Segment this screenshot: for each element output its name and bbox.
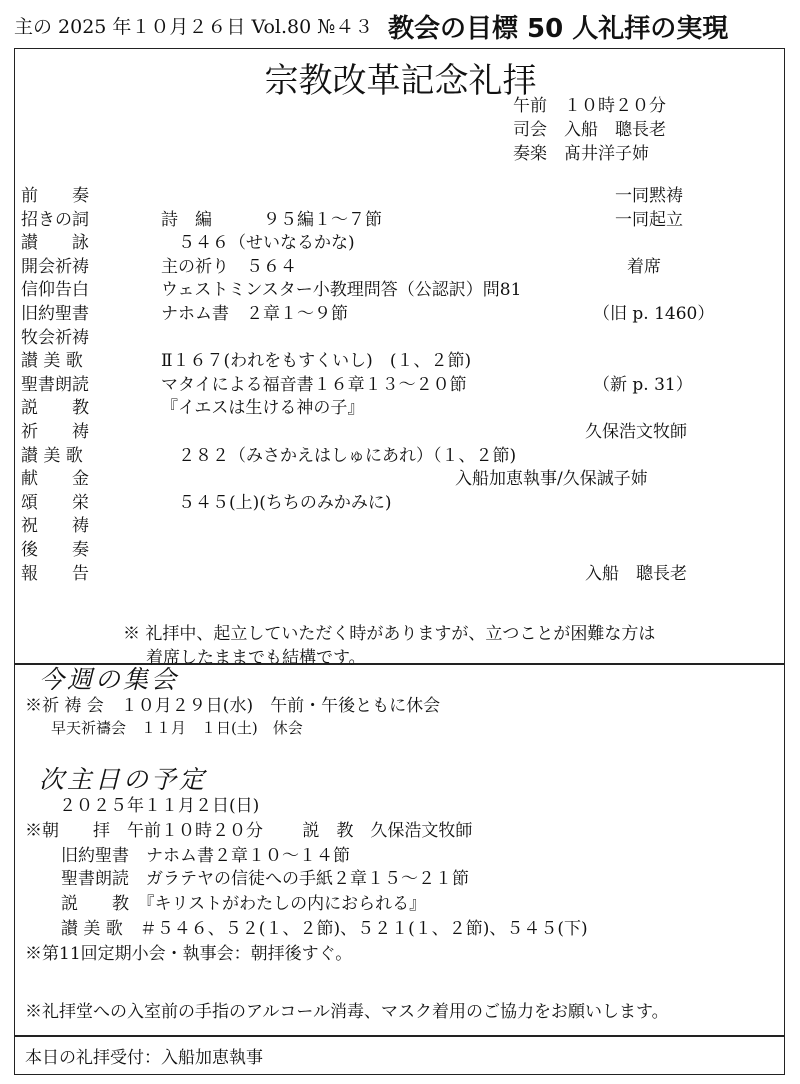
service-time: 午前 １０時２０分 <box>513 96 666 116</box>
next-scripture-reading: 聖書朗読 ガラテヤの信徒への手紙２章１５～２１節 <box>61 869 469 889</box>
next-worship: ※朝 拝 午前１０時２０分 説 教 久保浩文牧師 <box>25 821 473 841</box>
program-item-content: ５４６（せいなるかな) <box>161 233 355 254</box>
hygiene-note: ※礼拝堂への入室前の手指のアルコール消毒、マスク着用のご協力をお願いします。 <box>25 1002 669 1022</box>
program-item-note: 一同黙祷 <box>615 186 683 206</box>
program-item-content: ５４５(上)(ちちのみかみに) <box>161 492 392 513</box>
service-host: 司会 入船 聰長老 <box>513 120 666 140</box>
program-item-content: ウェストミンスター小教理問答（公認訳）問81 <box>161 280 522 301</box>
program-item-label: 讃 美 歌 <box>21 351 83 372</box>
reception-text: 本日の礼拝受付：入船加恵執事 <box>25 1048 263 1068</box>
program-item-label: 献 金 <box>21 469 89 490</box>
next-sermon: 説 教 『キリストがわたしの内におられる』 <box>61 894 427 914</box>
program-item-label: 信仰告白 <box>21 280 89 301</box>
next-sunday-heading: 次主日の予定 <box>39 765 208 794</box>
program-item-label: 招きの詞 <box>21 209 89 230</box>
this-week-heading: 今週の集会 <box>39 665 180 694</box>
program-item-label: 説 教 <box>21 398 89 419</box>
standing-note-line2: 着席したままでも結構です。 <box>146 648 366 668</box>
next-sunday-date: ２０２５年１１月２日(日) <box>59 796 260 816</box>
church-goal: 教会の目標 50 人礼拝の実現 <box>388 14 729 44</box>
program-item-content: ２８２（みさかえはしゅにあれ）（１、２節) <box>161 445 517 466</box>
program-item-note: （旧 p. 1460） <box>593 304 715 324</box>
events-panel <box>14 663 785 1037</box>
service-organist: 奏楽 髙井洋子姉 <box>513 144 649 164</box>
program-item-label: 後 奏 <box>21 540 89 560</box>
standing-note-line1: ※ 礼拝中、起立していただく時がありますが、立つことが困難な方は <box>123 624 656 644</box>
session-meeting-note: ※第11回定期小会・執事会：朝拝後すぐ。 <box>25 944 353 964</box>
prayer-meeting: ※祈 祷 会 １０月２９日(水) 午前・午後ともに休会 <box>25 696 441 716</box>
program-item-note: （新 p. 31） <box>593 374 693 395</box>
program-item-content: マタイによる福音書１６章１３～２０節 <box>161 374 467 395</box>
program-item-label: 祈 祷 <box>21 422 89 442</box>
next-ot-reading: 旧約聖書 ナホム書２章１０～１４節 <box>61 846 350 866</box>
program-item-note: 一同起立 <box>615 209 683 230</box>
program-item-label: 頌 栄 <box>21 492 89 513</box>
bulletin-issue-info: 主の 2025 年１０月２６日 Vol.80 №４３ <box>14 16 374 38</box>
program-item-note: 入船加恵執事/久保誠子姉 <box>455 469 648 490</box>
program-item-content: 主の祈り ５６４ <box>161 256 297 277</box>
program-item-content: Ⅱ１６７(われをもすくいし) (１、２節) <box>161 351 472 372</box>
program-item-label: 讃 美 歌 <box>21 445 83 466</box>
program-item-label: 旧約聖書 <box>21 304 89 324</box>
service-order-panel <box>14 48 785 668</box>
early-prayer-meeting: 早天祈禱会 １１月 １日(土) 休会 <box>51 719 303 737</box>
program-item-content: 『イエスは生ける神の子』 <box>161 398 365 419</box>
program-item-content: ナホム書 ２章１～９節 <box>161 304 348 324</box>
program-item-label: 報 告 <box>21 563 89 584</box>
program-item-label: 祝 祷 <box>21 516 89 537</box>
next-hymns: 讃 美 歌 ＃５４６、５２(１、２節)、５２１(１、２節)、５４５(下) <box>61 919 588 939</box>
program-item-note: 入船 聰長老 <box>585 563 687 584</box>
reception-panel <box>14 1035 785 1075</box>
program-item-label: 前 奏 <box>21 186 89 206</box>
program-item-label: 聖書朗読 <box>21 374 89 395</box>
program-item-note: 久保浩文牧師 <box>585 422 687 442</box>
program-item-note: 着席 <box>627 256 661 277</box>
program-item-label: 開会祈祷 <box>21 256 89 277</box>
program-item-label: 讃 詠 <box>21 233 89 254</box>
service-title: 宗教改革記念礼拝 <box>264 61 537 101</box>
program-item-label: 牧会祈祷 <box>21 327 89 348</box>
program-item-content: 詩 編 ９５編１～７節 <box>161 209 382 230</box>
